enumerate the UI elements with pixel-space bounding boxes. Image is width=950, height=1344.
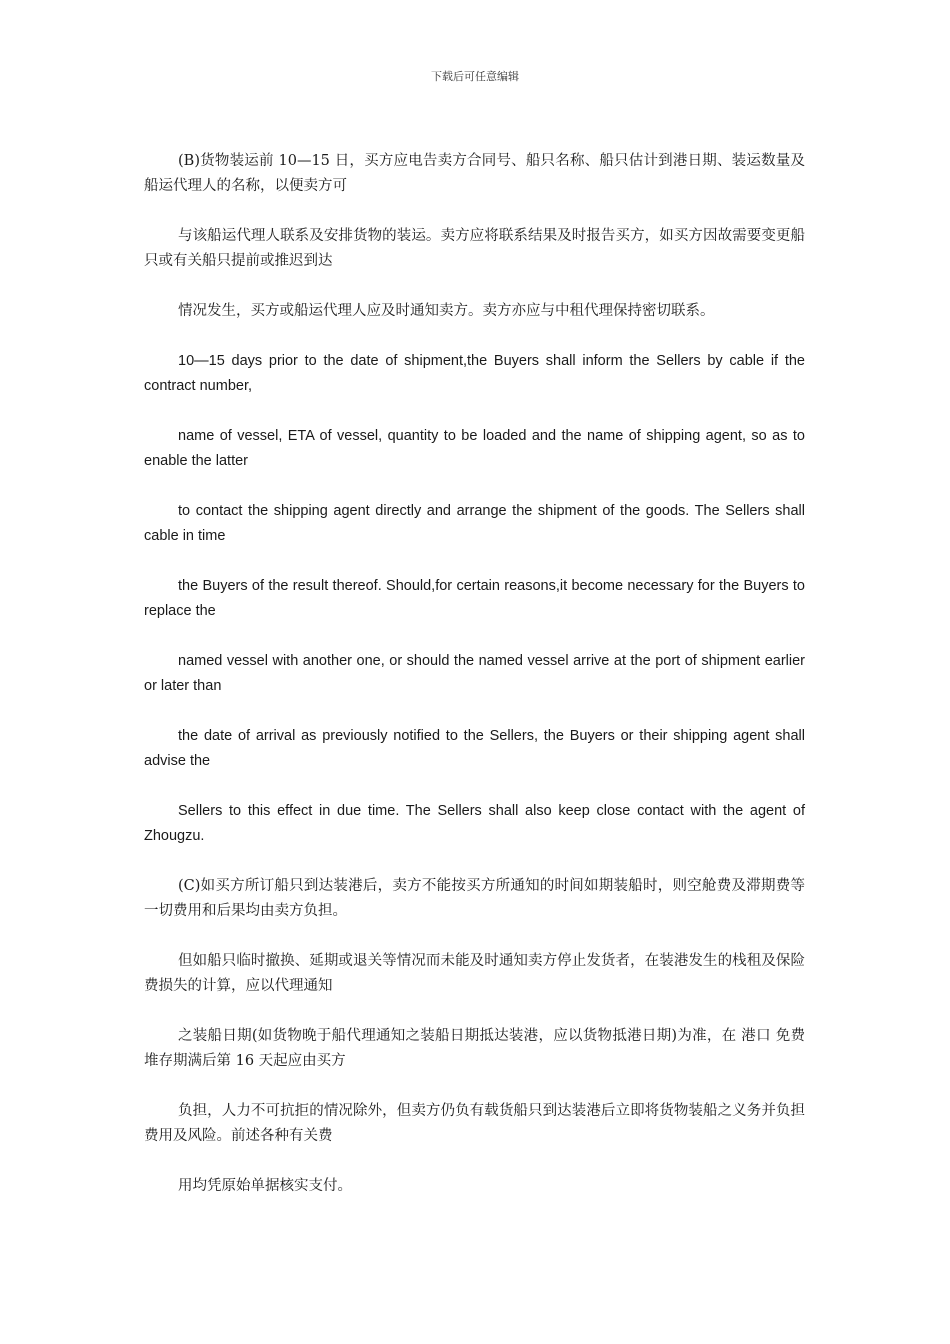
paragraph-en-6: the date of arrival as previously notified to the Sellers, the Buyers or their shipping agent shall advise the (144, 728, 805, 769)
paragraph-b-1: (B)货物装运前 10—15 日，买方应电告卖方合同号、船只名称、船只估计到港日期、装运数量及船运代理人的名称，以便卖方可 (144, 153, 805, 194)
paragraph-en-3: to contact the shipping agent directly and arrange the shipment of the goods. The Sellers shall cable in time (144, 503, 805, 544)
paragraph-b-2: 与该船运代理人联系及安排货物的装运。卖方应将联系结果及时报告买方，如买方因故需要变更船只或有关船只提前或推迟到达 (144, 228, 805, 269)
paragraph-c-1: (C)如买方所订船只到达装港后，卖方不能按买方所通知的时间如期装船时，则空舱费及滞期费等一切费用和后果均由卖方负担。 (144, 878, 805, 919)
paragraph-b-3: 情况发生，买方或船运代理人应及时通知卖方。卖方亦应与中租代理保持密切联系。 (178, 303, 715, 319)
document-body (144, 149, 805, 1199)
paragraph-c-5: 用均凭原始单据核实支付。 (178, 1178, 352, 1194)
paragraph-c-4: 负担，人力不可抗拒的情况除外，但卖方仍负有载货船只到达装港后立即将货物装船之义务并负担费用及风险。前述各种有关费 (144, 1103, 805, 1144)
paragraph-en-4: the Buyers of the result thereof. Should,for certain reasons,it become necessary for the Buyers to replace the (144, 578, 805, 619)
paragraph-c-3: 之装船日期(如货物晚于船代理通知之装船日期抵达装港，应以货物抵港日期)为准，在 港口 免费堆存期满后第 16 天起应由买方 (144, 1028, 805, 1069)
paragraph-en-1: 10—15 days prior to the date of shipment,the Buyers shall inform the Sellers by cable if the contract number, (144, 353, 805, 394)
paragraph-en-5: named vessel with another one, or should the named vessel arrive at the port of shipment earlier or later than (144, 653, 805, 694)
paragraph-c-2: 但如船只临时撤换、延期或退关等情况而未能及时通知卖方停止发货者，在装港发生的栈租及保险费损失的计算，应以代理通知 (144, 953, 805, 994)
paragraph-en-7: Sellers to this effect in due time. The Sellers shall also keep close contact with the agent of Zhougzu. (144, 803, 805, 844)
page-header: 下载后可任意编辑 (431, 70, 519, 83)
paragraph-en-2: name of vessel, ETA of vessel, quantity to be loaded and the name of shipping agent, so as to enable the latter (144, 428, 805, 469)
